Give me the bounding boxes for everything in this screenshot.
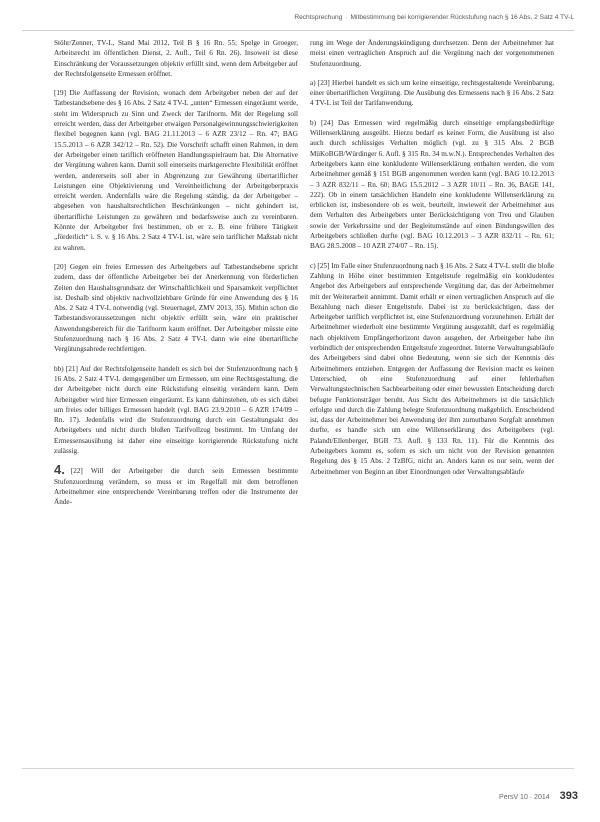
page-footer xyxy=(499,790,578,802)
paragraph: [19] Die Auffassung der Revision, wonach dem Arbeitgeber neben der auf der Tatbestandsebene des § 16 Abs. 2 Satz 4 TV-L „unten“ Ermessen eingeräumt werde, steht im Widerspruch zu Sinn und Zweck der Tarifnorm. Mit der Regelung soll erreicht werden, dass der Arbeitgeber etwaigen Personalgewinnungsschwierigkeiten flexibel begegnen kann (vgl. BAG 21.11.2013 – 6 AZR 23/12 – Rn. 47; BAG 15.5.2013 – 6 AZR 342/12 – Rn. 52). Die Vorschrift schafft einen Rahmen, in dem der Arbeitgeber einen tariflich eröffneten Handlungsspielraum hat. Die Alternative der Vergütung wahren kann. Damit soll einerseits marktgerechte Flexibilität eröffnet werden, andererseits soll aber in Abgrenzung zur Gewährung übertariflicher Leistungen eine Objektivierung und Vereinheitlichung der Arbeitgeberpraxis erreicht werden. Andernfalls wäre die Regelung ständig, da der Arbeitgeber – abgesehen von haushaltsrechtlichen Beschränkungen – nicht gehindert ist, übertarifliche Leistungen zu gewähren und bedarfsweise auch zu vereinbaren. Könnte der Arbeitgeber frei bestimmen, ob er z. B. eine frühere Tätigkeit „förderlich“ i. S. v. § 16 Abs. 2 Satz 4 TV-L ist, wäre sein tariflicher Maßstab nicht zu wahren. xyxy=(54,89,298,252)
header-title: Mitbestimmung bei korrigierender Rückstufung nach § 16 Abs. 2 Satz 4 TV-L xyxy=(350,14,574,21)
header-separator: · xyxy=(345,14,348,21)
footer-rule xyxy=(22,768,574,769)
left-column xyxy=(54,38,298,513)
header-rule xyxy=(22,30,574,31)
paragraph: bb) [21] Auf der Rechtsfolgenseite handelt es sich bei der Stufenzuordnung nach § 16 Abs. 2 Satz 4 TV-L demgegenüber um Ermessen, um eine Rechtsgestaltung, die der Arbeitgeber nicht durch eine Rückstufung einseitig verändern kann. Dem Arbeitgeber wird hier Ermessen eingeräumt. Es kann dahinstehen, ob es sich dabei um freies oder billiges Ermessen handelt (vgl. BAG 23.9.2010 – 6 AZR 174/09 – Rn. 17). Jedenfalls wird die Stufenzuordnung durch ein Gestaltungsakt des Arbeitgebers und nicht durch bloßen Tarifvollzug bestimmt. Im Umfang der Ermessensausübung ist daher eine einseitige korrigierende Rückstufung nicht zulässig. xyxy=(54,364,298,455)
paragraph-text: [22] Will der Arbeitgeber die durch sein Ermessen bestimmte Stufenzuordnung verändern, so muss er im Regelfall mit dem betroffenen Arbeitnehmer eine entsprechende Vereinbarung treffen oder die Instrumente der Ände- xyxy=(54,467,298,507)
paragraph: [20] Gegen ein freies Ermessen des Arbeitgebers auf Tatbestandsebene spricht zudem, dass der öffentliche Arbeitgeber bei der Anerkennung von förderlichen Zeiten den Haushaltsgrundsatz der Wirtschaftlichkeit und Sparsamkeit verpflichtet ist. Deshalb sind objektiv nachvollziehbare Gründe für eine Anwendung des § 16 Abs. 2 Satz 4 TV-L notwendig (vgl. Steuernagel, ZMV 2013, 35). Mithin schon die Tatbestandsvoraussetzungen nicht objektiv erfüllt sein, wäre ein praktischer Anwendungsbereich für die Tarifnorm kaum eröffnet. Der Arbeitgeber müsste eine Stufenzuordnung nach § 16 Abs. 2 Satz 4 TV-L dann wie eine übertarifliche Vergütungsabrede rechtfertigen. xyxy=(54,262,298,354)
numbered-paragraph xyxy=(54,462,298,507)
paragraph: rung im Wege der Änderungskündigung durchsetzen. Denn der Arbeitnehmer hat meist einen vertraglichen Anspruch auf die Vergütung nach der vorgenommenen Stufenzuordnung. xyxy=(310,39,554,68)
paragraph: Stöhr/Zenner, TV-L, Stand Mai 2012, Teil B § 16 Rn. 55; Spelge in Groeger, Arbeitsrecht im öffentlichen Dienst, 2. Aufl., Teil 6 Rn. 26). Insoweit ist diese Einschränkung der Voraussetzungen objektiv erfüllt sind, wenn dem Arbeitgeber auf der Rechtsfolgenseite Ermessen eröffnet. xyxy=(54,39,298,78)
page-number: 393 xyxy=(559,790,578,802)
journal-issue: PersV 10 · 2014 xyxy=(499,794,550,801)
paragraph: a) [23] Hierbei handelt es sich um keine einseitige, rechtsgestaltende Vereinbarung, einer übertariflichen Vergütung. Die Ausübung des Ermessens nach § 16 Abs. 2 Satz 4 TV-L ist Teil der Tarifanwendung. xyxy=(310,78,554,108)
paragraph: b) [24] Das Ermessen wird regelmäßig durch einseitige empfangsbedürftige Willenserklärung ausgeübt. Hierzu bedarf es keiner Form, die Ausübung ist also auch durch schlüssiges Verhalten möglich (vgl. zu § 315 Abs. 2 BGB MüKoBGB/Würdinger 6. Aufl. § 315 Rn. 34 m.w.N.). Entsprechendes Verhalten des Arbeitgebers kann eine konkludente Willenserklärung enthalten werden, die vom Arbeitnehmer gemäß § 151 BGB angenommen werden kann (vgl. BAG 10.12.2013 – 3 AZR 832/11 – Rn. 60; BAG 15.5.2012 – 3 AZR 10/11 – Rn. 36, BAGE 141, 222). Ob in einem tatsächlichen Handeln eine konkludente Willenserklärung zu erblicken ist, insbesondere ob es weit, beurteilt, inwieweit der Arbeitnehmer aus dem Verhalten des Arbeitgebers unter Berücksichtigung von Treu und Glauben sowie der Verkehrssitte und der Begleitumstände auf einen Bindungswillen des Arbeitgebers schließen durfte (vgl. BAG 10.12.2013 – 3 AZR 832/11 – Rn. 61; BAG 28.5.2008 – 10 AZR 274/07 – Rn. 15). xyxy=(310,118,554,251)
header-section: Rechtsprechung xyxy=(294,14,343,21)
running-header xyxy=(282,14,574,21)
paragraph: c) [25] Im Falle einer Stufenzuordnung nach § 16 Abs. 2 Satz 4 TV-L stellt die bloße Zahlung in Höhe einer bestimmten Entgeltstufe regelmäßig ein konkludentes Angebot des Arbeitgebers auf entsprechende Vergütung dar, das der Arbeitnehmer mit der Weiterarbeit annimmt. Damit erhält er einen vertraglichen Anspruch auf die Bezahlung nach dieser Entgeltstufe. Dabei ist zu berücksichtigen, dass der Arbeitgeber tariflich verpflichtet ist, eine Stufenzuordnung vorzunehmen. Erhält der Arbeitnehmer wiederholt eine bestimmte Vergütung ausgezahlt, darf es regelmäßig nach objektivem Empfängerhorizont davon ausgehen, der Arbeitgeber habe ihn verbindlich der entsprechenden Entgeltstufe zugeordnet. Interne Verwaltungsabläufe des Arbeitgebers sind dabei ohne Bedeutung, wenn sie sich der Kenntnis des Arbeitnehmers entziehen. Entgegen der Auffassung der Revision macht es keinen Unterschied, ob eine Stufenzuordnung auf einer fehlerhaften Verwaltungstechnischen Sachbearbeitung oder einer bewussten Entscheidung durch befugte Funktionsträger beruht. Aus Sicht des Arbeitnehmers ist die tatsächlich erfolgte und durch die Zahlung belegte Stufenzuordnung maßgeblich. Entscheidend ist, dass der Arbeitnehmer bei Anwendung der ihm zumutbaren Sorgfalt annehmen durfte, es handle sich um eine Willenserklärung des Arbeitgebers (vgl. Palandt/Ellenberger, BGB 73. Aufl. § 133 Rn. 11). Für die Kenntnis des Arbeitgebers kommt es, sofern es sich um nicht von der Revision genannten Regelung des § 15 Abs. 2 TzBfG, nicht an. Anders kann es nur sein, wenn der Arbeitnehmer von Beginn an über Einordnungen oder Verwaltungsabläufe xyxy=(310,261,554,476)
right-column xyxy=(310,38,554,486)
section-number: 4. xyxy=(54,462,65,478)
